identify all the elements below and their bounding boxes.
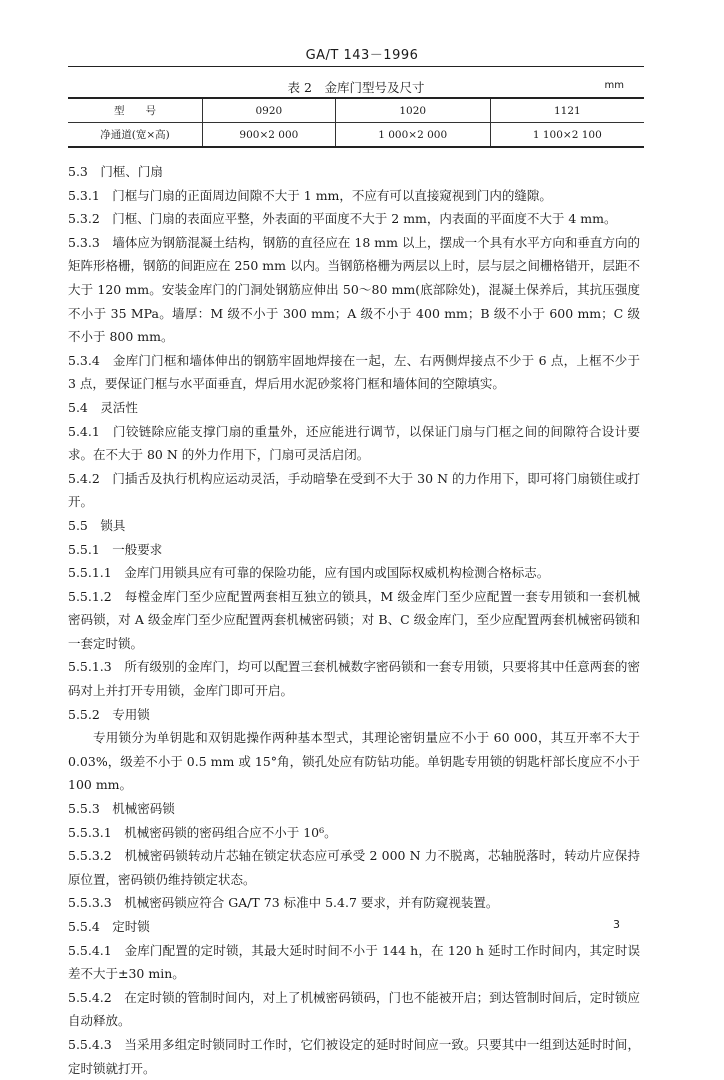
paragraph: 5.3 门框、门扇 — [68, 164, 163, 179]
table-caption: 表 2 金库门型号及尺寸 — [287, 80, 425, 95]
table-unit: mm — [604, 80, 624, 91]
paragraph: 5.5.4.3 当采用多组定时锁同时工作时，它们被设定的延时时间应一致。只要其中一组到达延时时间，定时锁就打开。 — [68, 1036, 640, 1076]
paragraph: 专用锁分为单钥匙和双钥匙操作两种基本型式，其理论密钥量应不小于 60 000，其互开率不大于 0.03%，级差不小于 0.5 mm 或 15°角，锁孔处应有防钻功能。单钥匙专用锁的钥匙杆部长度应不小于 100 mm。 — [68, 730, 640, 793]
paragraph: 5.5.3.2 机械密码锁转动片芯轴在锁定状态应可承受 2 000 N 力不脱离，芯轴脱落时，转动片应保持原位置，密码锁仍维持锁定状态。 — [68, 848, 640, 887]
paragraph: 5.5.3.1 机械密码锁的密码组合应不小于 10⁶。 — [68, 824, 337, 840]
table-cell: 1 000×2 000 — [335, 123, 490, 148]
paragraph: 5.5.3 机械密码锁 — [68, 801, 175, 817]
table-row-label: 净通道(宽×高) — [68, 123, 203, 148]
paragraph: 5.5.1.3 所有级别的金库门，均可以配置三套机械数字密码锁和一套专用锁，只要将其中任意两套的密码对上并打开专用锁，金库门即可开启。 — [68, 659, 640, 699]
body-text — [68, 160, 640, 1080]
paragraph: 5.3.2 门框、门扇的表面应平整，外表面的平面度不大于 2 mm，内表面的平面度不大于 4 mm。 — [68, 211, 617, 227]
paragraph: 5.3.4 金库门门框和墙体伸出的钢筋牢固地焊接在一起，左、右两侧焊接点不少于 6 点，上框不少于 3 点，要保证门框与水平面垂直，焊后用水泥砂浆将门框和墙体间的空隙填实。 — [68, 352, 640, 392]
table-row-label: 型 号 — [68, 98, 203, 123]
paragraph: 5.5.1 一般要求 — [68, 541, 163, 557]
table-row — [68, 123, 644, 148]
paragraph: 5.5.3.3 机械密码锁应符合 GA/T 73 标准中 5.4.7 要求，并有防窥视装置。 — [68, 895, 499, 911]
paragraph: 5.4.1 门铰链除应能支撑门扇的重量外，还应能进行调节，以保证门扇与门框之间的间隙符合设计要求。在不大于 80 N 的外力作用下，门扇可灵活启闭。 — [68, 423, 640, 463]
paragraph: 5.5.4.1 金库门配置的定时锁，其最大延时时间不小于 144 h，在 120 h 延时工作时间内，其定时误差不大于±30 min。 — [68, 942, 640, 982]
door-size-table — [68, 97, 644, 148]
paragraph: 5.5.1.2 每樘金库门至少应配置两套相互独立的锁具，M 级金库门至少应配置一套专用锁和一套机械密码锁，对 A 级金库门至少应配置两套机械密码锁；对 B、C 级金库门，至少应配置两套机械密码锁和一套定时锁。 — [68, 588, 640, 651]
standard-code-header: GA/T 143－1996 — [305, 48, 419, 63]
table-cell: 1121 — [490, 98, 644, 123]
header-rule — [68, 66, 644, 67]
paragraph: 5.4.2 门插舌及执行机构应运动灵活，手动暗挚在受到不大于 30 N 的力作用下，即可将门扇锁住或打开。 — [68, 470, 640, 510]
table-cell: 900×2 000 — [203, 123, 336, 148]
paragraph: 5.5.4 定时锁 — [68, 919, 150, 934]
table-cell: 1 100×2 100 — [490, 123, 644, 148]
table-cell: 0920 — [203, 98, 336, 123]
paragraph: 5.5 锁具 — [68, 517, 126, 533]
paragraph: 5.5.2 专用锁 — [68, 706, 150, 722]
paragraph: 5.5.1.1 金库门用锁具应有可靠的保险功能，应有国内或国际权威机构检测合格标志。 — [68, 565, 550, 581]
table-cell: 1020 — [335, 98, 490, 123]
paragraph: 5.3.3 墙体应为钢筋混凝土结构，钢筋的直径应在 18 mm 以上，摆成一个具有水平方向和垂直方向的矩阵形格栅，钢筋的间距应在 250 mm 以内。当钢筋格栅为两层以上时，层与层之间栅格错开，层距不大于 120 mm。安装金库门的门洞处钢筋应伸出 50～80 mm(底部除处)，混凝土保养后，其抗压强度不小于 35 MPa。墙厚：M 级不小于 300 mm；A 级不小于 400 mm；B 级不小于 600 mm；C 级不小于 800 mm。 — [68, 234, 640, 345]
paragraph: 5.5.4.2 在定时锁的管制时间内，对上了机械密码锁码，门也不能被开启；到达管制时间后，定时锁应自动释放。 — [68, 989, 640, 1029]
table-row — [68, 98, 644, 123]
paragraph: 5.4 灵活性 — [68, 399, 138, 415]
paragraph: 5.3.1 门框与门扇的正面周边间隙不大于 1 mm，不应有可以直接窥视到门内的缝隙。 — [68, 187, 552, 203]
page-number: 3 — [613, 918, 620, 931]
